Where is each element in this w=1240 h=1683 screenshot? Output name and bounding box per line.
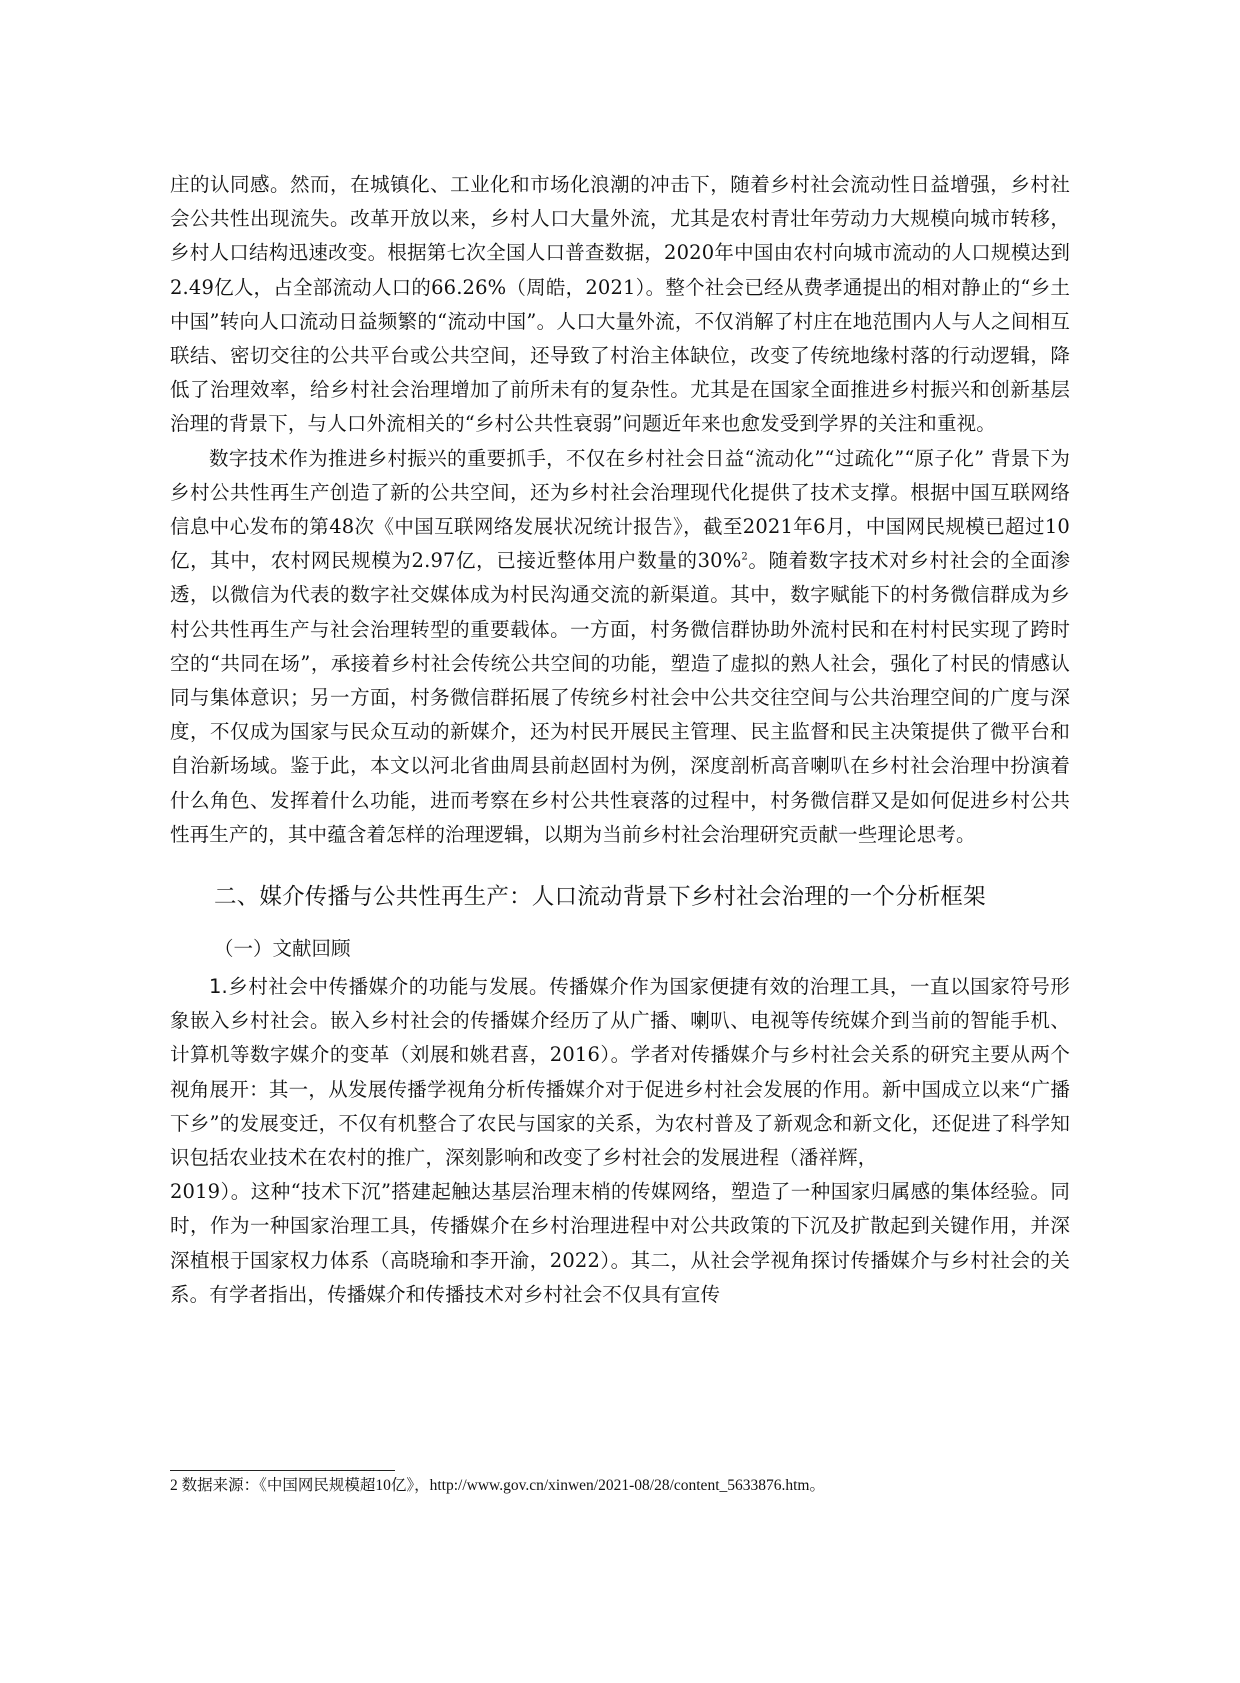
section-heading: 二、媒介传播与公共性再生产：人口流动背景下乡村社会治理的一个分析框架 xyxy=(214,884,986,911)
body-paragraph-1: 庄的认同感。然而，在城镇化、工业化和市场化浪潮的冲击下，随着乡村社会流动性日益增强，乡村社会公共性出现流失。改革开放以来，乡村人口大量外流，尤其是农村青壮年劳动力大规模向城市转移，乡村人口结构迅速改变。根据第七次全国人口普查数据，2020年中国由农村向城市流动的人口规模达到2.49亿人，占全部流动人口的66.26%（周皓，2021）。整个社会已经从费孝通提出的相对静止的“乡土中国”转向人口流动日益频繁的“流动中国”。人口大量外流，不仅消解了村庄在地范围内人与人之间相互联结、密切交往的公共平台或公共空间，还导致了村治主体缺位，改变了传统地缘村落的行动逻辑，降低了治理效率，给乡村社会治理增加了前所未有的复杂性。尤其是在国家全面推进乡村振兴和创新基层治理的背景下，与人口外流相关的“乡村公共性衰弱”问题近年来也愈发受到学界的关注和重视。 xyxy=(170,173,1070,436)
body-paragraph-3 xyxy=(170,970,1070,1175)
paragraph-3-text-a: 传播媒介作为国家便捷有效的治理工具，一直以国家符号形象嵌入乡村社会。嵌入乡村社会的传播媒介经历了从广播、喇叭、电视等传统媒介到当前的智能手机、计算机等数字媒介的变革（刘展和姚君喜，2016）。学者对传播媒介与乡村社会关系的研究主要从两个视角展开：其一，从发展传播学视角分析传播媒介对于促进乡村社会发展的作用。新中国成立以来“广播下乡”的发展变迁，不仅有机整合了农民与国家的关系，为农村普及了新观念和新文化，还促进了科学知识包括农业技术在农村的推广，深刻影响和改变了乡村社会的发展进程（潘祥辉， xyxy=(170,975,1070,1170)
body-paragraph-2 xyxy=(170,442,1070,852)
footnote-divider xyxy=(170,1470,395,1471)
paragraph-2-text-b: 。随着数字技术对乡村社会的全面渗透，以微信为代表的数字社交媒体成为村民沟通交流的新渠道。其中，数字赋能下的村务微信群成为乡村公共性再生产与社会治理转型的重要载体。一方面，村务微信群协助外流村民和在村村民实现了跨时空的“共同在场”，承接着乡村社会传统公共空间的功能，塑造了虚拟的熟人社会，强化了村民的情感认同与集体意识；另一方面，村务微信群拓展了传统乡村社会中公共交往空间与公共治理空间的广度与深度，不仅成为国家与民众互动的新媒介，还为村民开展民主管理、民主监督和民主决策提供了微平台和自治新场域。鉴于此，本文以河北省曲周县前赵固村为例，深度剖析高音喇叭在乡村社会治理中扮演着什么角色、发挥着什么功能，进而考察在乡村公共性衰落的过程中，村务微信群又是如何促进乡村公共性再生产的，其中蕴含着怎样的治理逻辑，以期为当前乡村社会治理研究贡献一些理论思考。 xyxy=(170,549,1070,846)
footnote-text: 2 数据来源：《中国网民规模超10亿》，http://www.gov.cn/xinwen/2021-08/28/content_5633876.htm。 xyxy=(170,1477,825,1494)
paragraph-3-lead: 1.乡村社会中传播媒介的功能与发展。 xyxy=(209,975,550,999)
footnote-marker[interactable]: 2 xyxy=(741,551,748,563)
paragraph-2-text-a: 数字技术作为推进乡村振兴的重要抓手，不仅在乡村社会日益“流动化”“过疏化”“原子化” 背景下为乡村公共性再生产创造了新的公共空间，还为乡村社会治理现代化提供了技术支撑。根据中国互联网络信息中心发布的第48次《中国互联网络发展状况统计报告》，截至2021年6月，中国网民规模已超过10亿，其中，农村网民规模为2.97亿，已接近整体用户数量的30% xyxy=(170,446,1070,573)
subsection-heading: （一）文献回顾 xyxy=(214,937,351,961)
document-body xyxy=(170,168,1070,1312)
body-paragraph-3-continued: 2019）。这种“技术下沉”搭建起触达基层治理末梢的传媒网络，塑造了一种国家归属感的集体经验。同时，作为一种国家治理工具，传播媒介在乡村治理进程中对公共政策的下沉及扩散起到关键作用，并深深植根于国家权力体系（高晓瑜和李开渝，2022）。其二，从社会学视角探讨传播媒介与乡村社会的关系。有学者指出，传播媒介和传播技术对乡村社会不仅具有宣传 xyxy=(170,1180,1070,1306)
